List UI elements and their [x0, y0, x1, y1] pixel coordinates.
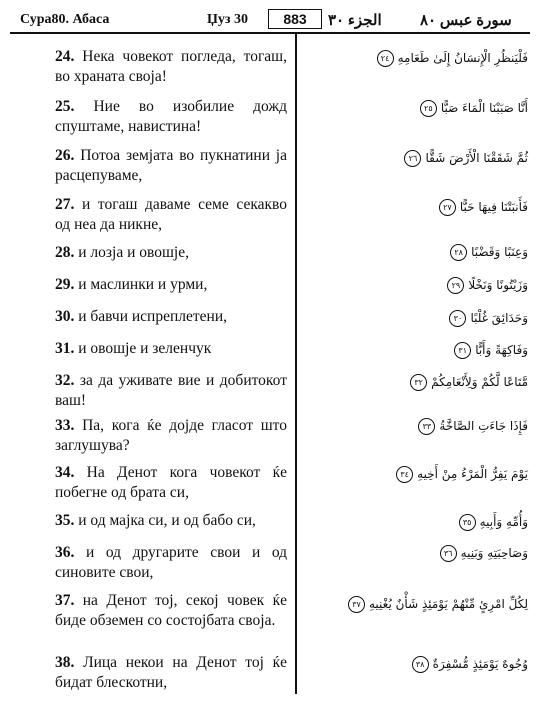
verse-25 — [55, 97, 287, 137]
verse-36 — [55, 543, 287, 583]
arabic-text: فَأَنبَتْنَا فِيهَا حَبًّا — [459, 200, 528, 214]
verse-end-marker: ٣٠ — [449, 310, 466, 327]
arabic-verse-33 — [418, 414, 528, 438]
verse-end-marker: ٢٤ — [377, 50, 394, 67]
verse-text: Нека човекот погледа, тогаш, во храната своја! — [55, 48, 287, 85]
verse-26 — [55, 146, 287, 186]
arabic-text: أَنَّا صَبَبْنَا الْمَاءَ صَبًّا — [440, 101, 528, 115]
arabic-text: لِكُلِّ امْرِئٍ مِّنْهُمْ يَوْمَئِذٍ شَأْنٌ يُغْنِيهِ — [369, 597, 528, 611]
arabic-text: وَحَدَائِقَ غُلْبًا — [470, 311, 528, 325]
arabic-text: فَإِذَا جَاءَتِ الصَّاخَّةُ — [439, 419, 528, 433]
arabic-surah-title: سورة عبس ٨٠ — [420, 13, 512, 29]
verse-text: Потоа земјата во пукнатини ја расцепуваме, — [55, 147, 287, 184]
verse-text: На Денот кога човекот ќе побегне од брата си, — [55, 464, 288, 501]
verse-number: 27. — [55, 196, 75, 213]
verse-number: 31. — [55, 340, 75, 357]
arabic-verse-30 — [449, 306, 528, 330]
arabic-verse-26 — [404, 146, 528, 170]
verse-end-marker: ٢٨ — [450, 244, 467, 261]
arabic-verse-31 — [454, 338, 528, 362]
verse-text: и од мајка си, и од бабо си, — [78, 512, 256, 529]
page-number: 883 — [268, 9, 322, 29]
verse-text: и тогаш даваме семе секакво од неа да никне, — [55, 196, 287, 233]
verse-end-marker: ٣٣ — [418, 418, 435, 435]
arabic-text: يَوْمَ يَفِرُّ الْمَرْءُ مِنْ أَخِيهِ — [417, 467, 528, 481]
arabic-text: فَلْيَنظُرِ الْإِنسَانُ إِلَىٰ طَعَامِهِ — [397, 51, 528, 65]
arabic-verse-35 — [459, 510, 528, 534]
verse-32 — [55, 371, 287, 411]
arabic-verse-37 — [348, 592, 528, 616]
verse-33 — [55, 416, 287, 456]
verse-text: и маслинки и урми, — [78, 276, 208, 293]
verse-text: за да уживате вие и добитокот ваш! — [55, 372, 287, 409]
arabic-verse-27 — [439, 195, 528, 219]
verse-number: 30. — [55, 308, 75, 325]
verse-end-marker: ٣٦ — [440, 545, 457, 562]
arabic-verse-36 — [440, 541, 528, 565]
verse-24 — [55, 47, 287, 87]
verse-end-marker: ٢٦ — [404, 150, 421, 167]
verse-27 — [55, 195, 287, 235]
arabic-verse-34 — [396, 462, 528, 486]
arabic-text: وَصَاحِبَتِهِ وَبَنِيهِ — [460, 546, 528, 560]
arabic-text: وَعِنَبًا وَقَضْبًا — [471, 245, 528, 259]
verse-number: 38. — [55, 654, 75, 671]
arabic-verse-38 — [412, 652, 528, 676]
juz-label: Џуз 30 — [207, 12, 249, 27]
verse-31 — [55, 339, 287, 359]
arabic-verse-28 — [450, 240, 528, 264]
arabic-text: ثُمَّ شَقَقْنَا الْأَرْضَ شَقًّا — [425, 151, 528, 165]
arabic-text: وَزَيْتُونًا وَنَخْلًا — [468, 278, 528, 292]
verse-number: 34. — [55, 464, 75, 481]
verse-end-marker: ٣٧ — [348, 596, 365, 613]
verse-35 — [55, 511, 287, 531]
verse-end-marker: ٣٢ — [410, 374, 427, 391]
verse-text: Па, кога ќе дојде гласот што заглушува? — [55, 417, 288, 454]
verse-end-marker: ٣١ — [454, 342, 471, 359]
arabic-text: وَأُمِّهِ وَأَبِيهِ — [479, 515, 528, 529]
verse-end-marker: ٣٨ — [412, 656, 429, 673]
verse-number: 33. — [55, 417, 75, 434]
verse-end-marker: ٢٥ — [420, 100, 437, 117]
arabic-verse-24 — [377, 46, 528, 70]
arabic-text: وُجُوهٌ يَوْمَئِذٍ مُّسْفِرَةٌ — [432, 657, 528, 671]
verse-text: и бавчи испреплетени, — [78, 308, 228, 325]
verse-text: и лозја и овошје, — [78, 244, 189, 261]
verse-number: 28. — [55, 244, 75, 261]
arabic-juz-label: الجزء ٣٠ — [328, 13, 382, 29]
verse-number: 25. — [55, 98, 75, 115]
arabic-verse-25 — [420, 96, 528, 120]
verse-37 — [55, 591, 287, 631]
verse-end-marker: ٣٥ — [459, 514, 476, 531]
verse-34 — [55, 463, 287, 503]
verse-end-marker: ٣٤ — [396, 466, 413, 483]
verse-number: 37. — [55, 592, 75, 609]
arabic-text: وَفَاكِهَةً وَأَبًّا — [475, 343, 528, 357]
verse-number: 26. — [55, 147, 75, 164]
verse-number: 36. — [55, 544, 75, 561]
verse-end-marker: ٢٩ — [447, 277, 464, 294]
arabic-verse-29 — [447, 273, 528, 297]
verse-text: Лица некои на Денот тој ќе бидат блескотни, — [55, 654, 287, 691]
verse-38 — [55, 653, 287, 693]
page-header — [10, 6, 530, 34]
surah-title: Сура80. Абаса — [20, 12, 110, 27]
arabic-verse-32 — [410, 370, 528, 394]
verse-end-marker: ٢٧ — [439, 199, 456, 216]
verse-number: 24. — [55, 48, 75, 65]
verse-text: и овошје и зеленчук — [78, 340, 212, 357]
verse-number: 29. — [55, 276, 75, 293]
verse-28 — [55, 243, 287, 263]
verse-number: 35. — [55, 512, 75, 529]
arabic-text: مَّتَاعًا لَّكُمْ وَلِأَنْعَامِكُمْ — [431, 375, 528, 389]
verse-30 — [55, 307, 287, 327]
column-divider — [295, 34, 297, 694]
verse-text: Ние во изобилие дожд спуштаме, навистина! — [55, 98, 287, 135]
verse-29 — [55, 275, 287, 295]
verse-text: на Денот тој, секој човек ќе биде обземен со состојбата своја. — [55, 592, 287, 629]
verse-text: и од другарите свои и од синовите свои, — [55, 544, 288, 581]
verse-number: 32. — [55, 372, 75, 389]
